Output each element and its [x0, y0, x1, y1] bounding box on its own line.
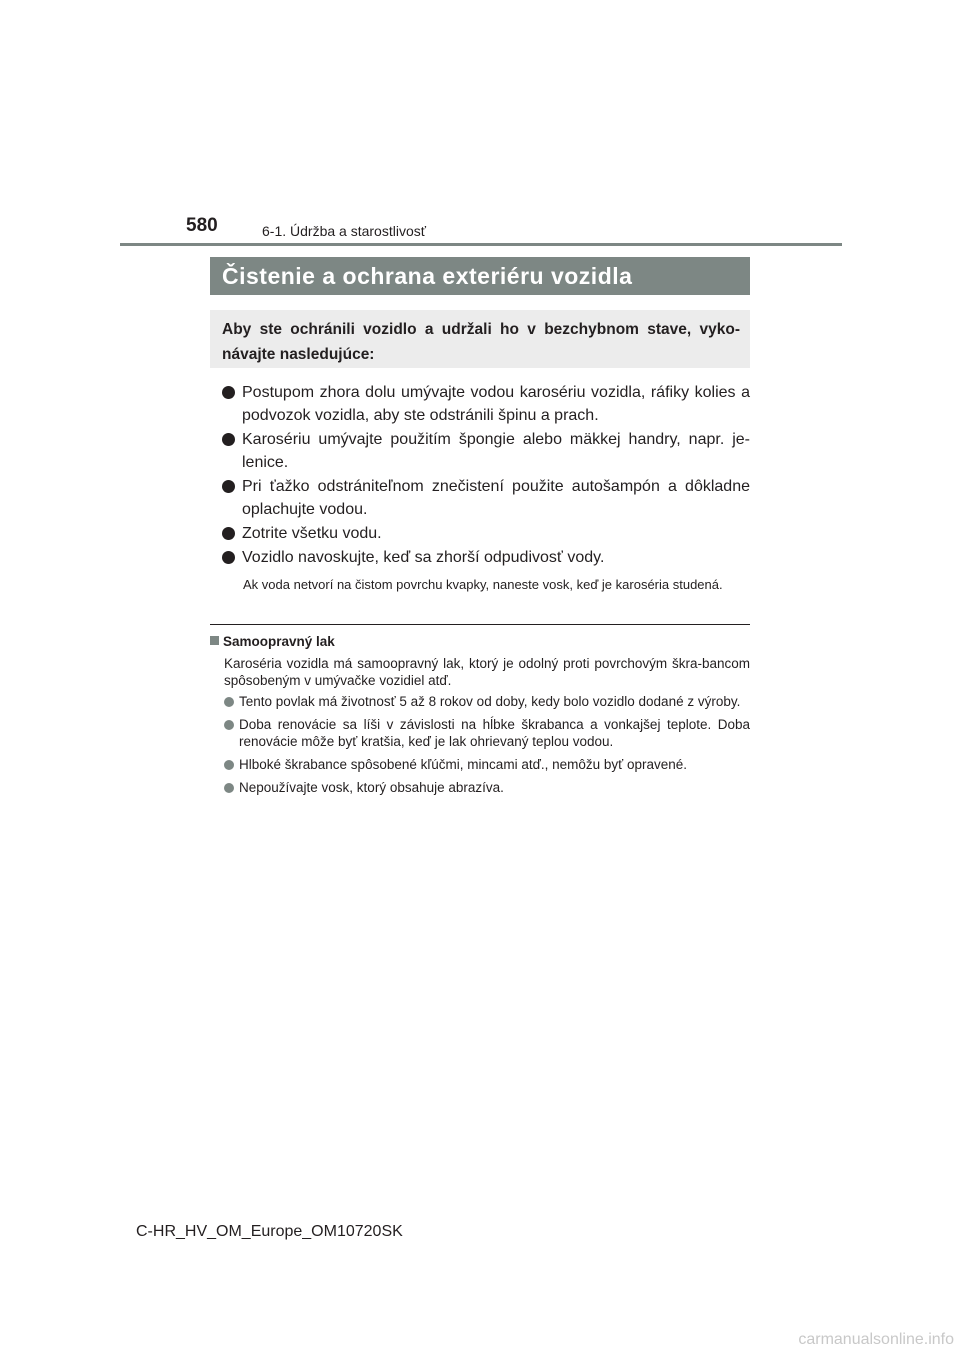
watermark: carmanualsonline.info — [798, 1331, 954, 1348]
main-note: Ak voda netvorí na čistom povrchu kvapky, naneste vosk, keď je karoséria studená. — [243, 577, 723, 592]
list-item-text: Zotrite všetku vodu. — [242, 525, 382, 542]
main-list — [222, 381, 750, 570]
page-title: Čistenie a ochrana exteriéru vozidla — [210, 257, 750, 295]
bullet-icon — [224, 720, 234, 730]
bullet-icon — [222, 480, 235, 493]
list-item — [222, 546, 750, 569]
bullet-icon — [224, 783, 234, 793]
list-item — [222, 522, 750, 545]
list-item — [224, 756, 750, 773]
subsection-text: Karoséria vozidla má samoopravný lak, ktorý je odolný proti povrchovým škra-bancom spôsobeným v umývačke vozidiel atď. — [224, 656, 750, 688]
footer-code: C-HR_HV_OM_Europe_OM10720SK — [136, 1223, 403, 1240]
section-label: 6-1. Údržba a starostlivosť — [262, 223, 426, 239]
note-divider — [210, 624, 750, 625]
subsection-heading — [210, 633, 335, 650]
bullet-icon — [224, 760, 234, 770]
intro-box: Aby ste ochránili vozidlo a udržali ho v bezchybnom stave, vyko-návajte nasledujúce: — [210, 310, 750, 368]
list-item — [224, 716, 750, 750]
list-item — [222, 381, 750, 427]
list-item-text: Doba renovácie sa líši v závislosti na hĺbke škrabanca a vonkajšej teplote. Doba renovácie môže byť kratšia, keď je lak ohrievaný teplou vodou. — [239, 717, 750, 749]
list-item-text: Nepoužívajte vosk, ktorý obsahuje abrazíva. — [239, 780, 504, 795]
bullet-icon — [222, 527, 235, 540]
list-item-text: Pri ťažko odstrániteľnom znečistení použite autošampón a dôkladne oplachujte vodou. — [242, 478, 750, 518]
subsection-heading-text: Samoopravný lak — [223, 634, 335, 649]
list-item — [224, 693, 750, 710]
list-item-text: Postupom zhora dolu umývajte vodou karosériu vozidla, ráfiky kolies a podvozok vozidla, aby ste odstránili špinu a prach. — [242, 384, 750, 424]
list-item — [222, 475, 750, 521]
bullet-icon — [222, 386, 235, 399]
list-item-text: Vozidlo navoskujte, keď sa zhorší odpudivosť vody. — [242, 549, 605, 566]
bullet-icon — [222, 551, 235, 564]
subsection-list — [224, 693, 750, 802]
bullet-icon — [224, 697, 234, 707]
list-item — [224, 779, 750, 796]
list-item — [222, 428, 750, 474]
page-number: 580 — [186, 215, 218, 236]
square-bullet-icon — [210, 636, 219, 645]
list-item-text: Tento povlak má životnosť 5 až 8 rokov od doby, kedy bolo vozidlo dodané z výroby. — [239, 694, 741, 709]
list-item-text: Hlboké škrabance spôsobené kľúčmi, mincami atď., nemôžu byť opravené. — [239, 757, 688, 772]
list-item-text: Karosériu umývajte použitím špongie alebo mäkkej handry, napr. je-lenice. — [242, 431, 750, 471]
header-rule — [120, 243, 842, 246]
bullet-icon — [222, 433, 235, 446]
